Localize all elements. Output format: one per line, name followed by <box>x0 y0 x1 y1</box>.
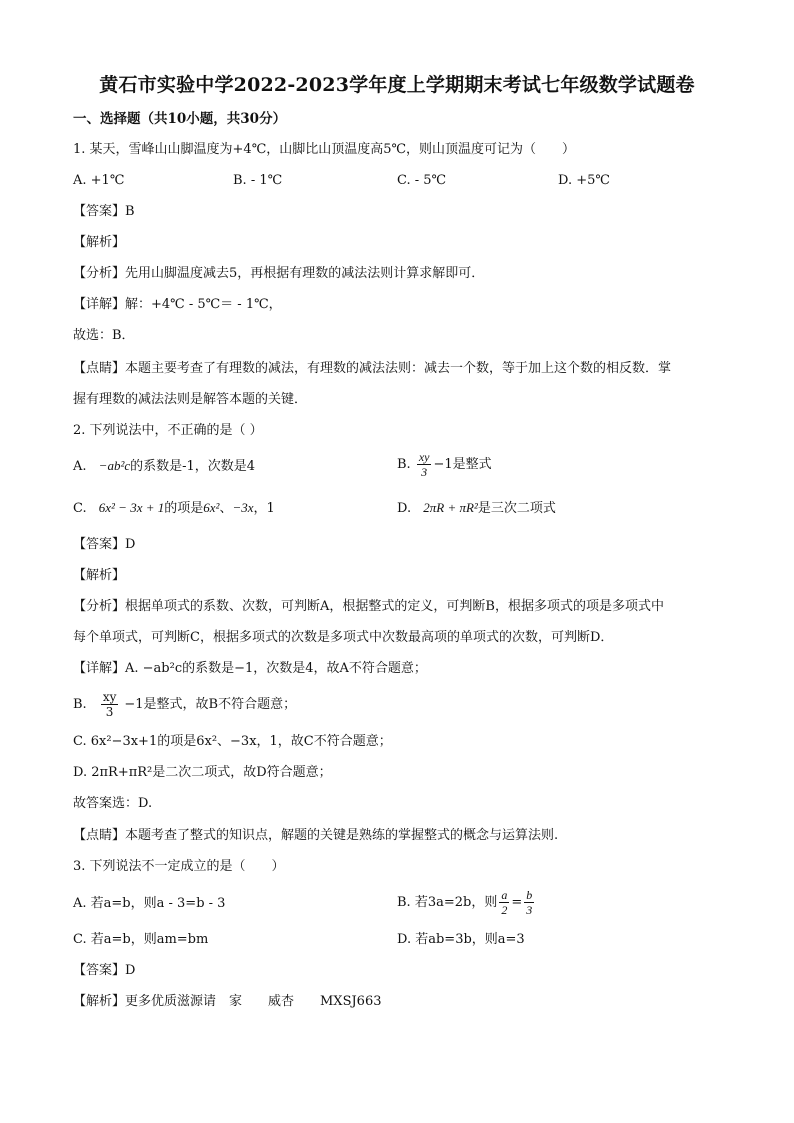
q3-option-b-prefix: B. 若3a=2b，则 <box>397 895 498 910</box>
q2-option-c-expr2: 6x² <box>203 500 220 515</box>
q2-detail-d: D. 2πR+πR²是二次二项式，故D符合题意； <box>73 765 332 780</box>
fraction-numerator: a <box>501 888 508 902</box>
q2-option-d-label: D. <box>397 501 412 516</box>
q3-option-b-fraction-2 <box>524 888 534 917</box>
q2-option-c-expr: 6x² − 3x + 1 <box>98 500 165 515</box>
q2-option-c <box>73 499 275 518</box>
q1-analysis: 【分析】先用山脚温度减去5，再根据有理数的减法法则计算求解即可． <box>73 266 485 281</box>
fraction-numerator: b <box>526 888 533 902</box>
q2-detail-b-label: B. <box>73 697 87 712</box>
q3-option-b <box>397 888 536 917</box>
fraction-denominator: 3 <box>526 903 533 917</box>
q2-option-d-expr: 2πR + πR² <box>423 500 478 515</box>
fraction-numerator: xy <box>102 690 117 704</box>
q2-detail-b-fraction <box>101 690 119 719</box>
fraction-denominator: 3 <box>105 705 114 719</box>
q2-detail-b <box>73 690 296 719</box>
q2-answer: 【答案】D <box>73 537 136 552</box>
q3-option-a: A. 若a=b，则a - 3=b - 3 <box>73 896 226 911</box>
q2-option-b-label: B. <box>397 457 411 472</box>
q2-analysis-line-2: 每个单项式，可判断C，根据多项式的次数是多项式中次数最高项的单项式的次数，可判断D． <box>73 630 614 645</box>
q1-comment-line-2: 握有理数的减法法则是解答本题的关键． <box>73 392 308 407</box>
q2-option-c-text1: 的项是 <box>164 501 204 516</box>
q1-option-c: C. - 5℃ <box>397 173 447 188</box>
q1-choice: 故选：B． <box>73 328 135 343</box>
q3-option-b-fraction-1 <box>499 888 509 917</box>
q2-option-d-text: 是三次二项式 <box>477 501 556 516</box>
q3-answer: 【答案】D <box>73 963 136 978</box>
fraction-denominator: 2 <box>501 903 508 917</box>
q2-choice: 故答案选：D. <box>73 796 153 811</box>
q3-option-d: D. 若ab=3b，则a=3 <box>397 932 525 947</box>
q2-option-d <box>397 499 556 518</box>
q1-jiexi-label: 【解析】 <box>73 235 126 250</box>
q2-jiexi-label: 【解析】 <box>73 568 126 583</box>
q1-option-b: B. - 1℃ <box>233 173 283 188</box>
q2-comment: 【点睛】本题考查了整式的知识点，解题的关键是熟练的掌握整式的概念与运算法则. <box>73 828 559 843</box>
q3-jiexi-watermark: 【解析】更多优质滋源请 家 威杏 MXSJ663 <box>73 994 382 1009</box>
section-heading: 一、选择题（共10小题，共30分） <box>73 111 287 127</box>
q2-detail-b-text: −1是整式，故B不符合题意； <box>124 697 297 712</box>
question-2-stem: 2. 下列说法中，不正确的是（ ） <box>73 423 263 438</box>
q2-option-a-expr: −ab²c <box>98 458 131 473</box>
q3-option-b-equals: = <box>511 895 523 910</box>
q2-option-a-text: 的系数是-1，次数是4 <box>130 459 256 474</box>
question-1-stem: 1. 某天，雪峰山山脚温度为+4℃，山脚比山顶温度高5℃，则山顶温度可记为（ ） <box>73 142 576 157</box>
q2-detail-a: 【详解】A. −ab²c的系数是−1，次数是4，故A不符合题意； <box>73 661 427 676</box>
fraction-denominator: 3 <box>421 465 428 479</box>
q1-comment-line-1: 【点睛】本题主要考查了有理数的减法，有理数的减法法则：减去一个数，等于加上这个数的相反数．掌 <box>73 361 672 376</box>
q2-option-b <box>397 450 492 479</box>
q2-analysis-line-1: 【分析】根据单项式的系数、次数，可判断A，根据整式的定义，可判断B，根据多项式的项是多项式中 <box>73 599 664 614</box>
page-title: 黄石市实验中学2022-2023学年度上学期期末考试七年级数学试题卷 <box>99 74 695 96</box>
q2-option-c-label: C. <box>73 501 87 516</box>
q2-detail-c: C. 6x²−3x+1的项是6x²、−3x，1，故C不符合题意； <box>73 734 392 749</box>
q3-option-c: C. 若a=b，则am=bm <box>73 932 209 947</box>
question-3-stem: 3. 下列说法不一定成立的是（ ） <box>73 859 285 874</box>
q2-option-c-expr3: −3x <box>232 500 254 515</box>
q2-option-a <box>73 457 255 476</box>
q1-option-d: D. +5℃ <box>558 173 610 188</box>
q1-option-a: A. +1℃ <box>73 173 125 188</box>
q1-answer: 【答案】B <box>73 204 135 219</box>
q2-option-c-sep: 、 <box>219 501 233 516</box>
q2-option-c-text2: ，1 <box>253 501 275 516</box>
q2-option-b-fraction <box>417 450 432 479</box>
fraction-numerator: xy <box>418 450 430 464</box>
q2-option-a-label: A. <box>73 459 87 474</box>
q1-detail: 【详解】解：+4℃ - 5℃＝ - 1℃， <box>73 297 282 312</box>
q2-option-b-text: −1是整式 <box>433 457 492 472</box>
